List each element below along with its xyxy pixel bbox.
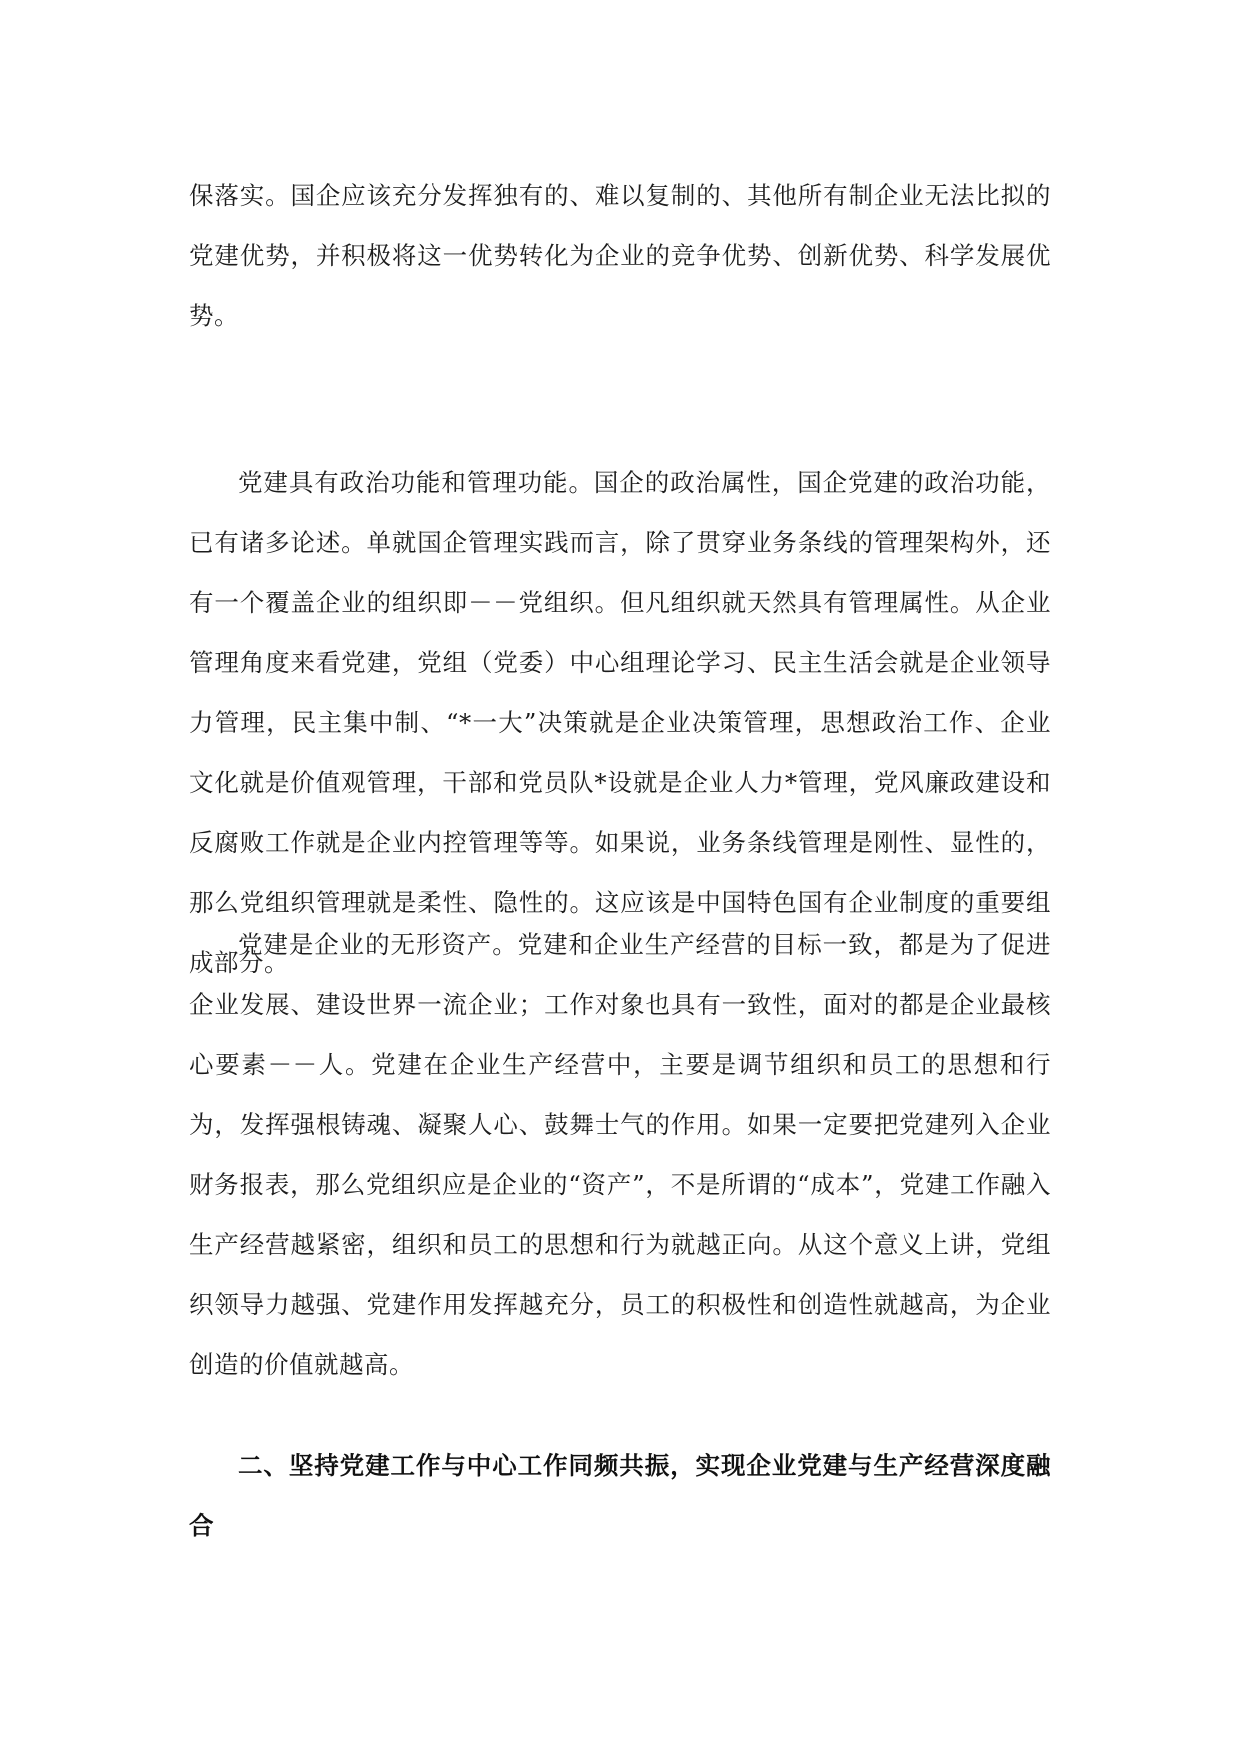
text-line: 党建优势，并积极将这一优势转化为企业的竞争优势、创新优势、科学发展优 [189,241,1051,270]
paragraph-intangible-asset [189,915,1051,1395]
text-line: 企业发展、建设世界一流企业；工作对象也具有一致性，面对的都是企业最核 [189,990,1051,1019]
text-line: 党建具有政治功能和管理功能。国企的政治属性，国企党建的政治功能， [238,468,1051,497]
text-line: 心要素－－人。党建在企业生产经营中，主要是调节组织和员工的思想和行为， [189,1050,1051,1139]
text-line: 发挥强根铸魂、凝聚人心、鼓舞士气的作用。如果一定要把党建列入企业财务 [189,1110,1052,1199]
paragraph-text [189,166,1051,346]
paragraph-text [189,915,1051,1395]
text-line: 那么党组织管理就是柔性、隐性的。这应该是中国特色国有企业制度的重要组 [189,888,1051,917]
heading-text [189,1436,1051,1556]
text-line: 有一个覆盖企业的组织即－－党组织。但凡组织就天然具有管理属性。从企业 [189,588,1051,617]
text-line: 报表，那么党组织应是企业的“资产”，不是所谓的“成本”，党建工作融入 [239,1170,1052,1199]
paragraph-text [189,453,1051,993]
text-line: 创造的价值就越高。 [189,1350,414,1379]
text-line: 管理角度来看党建，党组（党委）中心组理论学习、民主生活会就是企业领导 [189,648,1051,677]
text-line: 已有诸多论述。单就国企管理实践而言，除了贯穿业务条线的管理架构外，还 [189,528,1051,557]
paragraph-continuation [189,166,1051,346]
text-line: 合 [189,1511,214,1540]
text-line: 党建是企业的无形资产。党建和企业生产经营的目标一致，都是为了促进 [238,930,1051,959]
text-line: 力管理，民主集中制、“*一大”决策就是企业决策管理，思想政治工作、企业 [189,708,1051,737]
text-line: 势。 [189,301,239,330]
text-line: 织领导力越强、党建作用发挥越充分，员工的积极性和创造性就越高，为企业 [189,1290,1051,1319]
section-heading [189,1436,1051,1556]
text-line: 反腐败工作就是企业内控管理等等。如果说，业务条线管理是刚性、显性的， [189,828,1051,857]
text-line: 成部分。 [189,948,289,977]
text-line: 保落实。国企应该充分发挥独有的、难以复制的、其他所有制企业无法比拟的 [189,181,1051,210]
paragraph-management-function [189,453,1051,993]
text-line: 二、坚持党建工作与中心工作同频共振，实现企业党建与生产经营深度融 [238,1451,1051,1480]
text-line: 生产经营越紧密，组织和员工的思想和行为就越正向。从这个意义上讲，党组 [189,1230,1051,1259]
text-line: 文化就是价值观管理，干部和党员队*设就是企业人力*管理，党风廉政建设和 [189,768,1051,797]
